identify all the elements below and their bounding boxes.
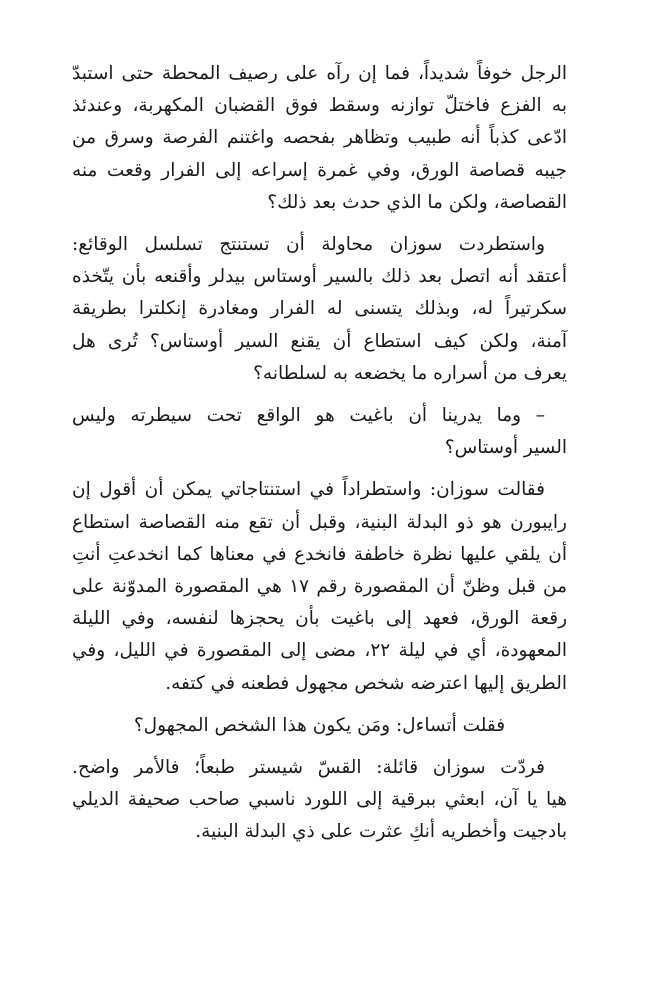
paragraph-6 <box>72 752 567 849</box>
paragraph-1 <box>72 58 567 219</box>
text-line: – وما يدرينا أن باغيت هو الواقع تحت سيطرته وليس <box>72 405 545 427</box>
text-line: آمنة، ولكن كيف استطاع أن يقنع السير أوستاس؟ تُرى هل <box>72 330 567 352</box>
text-line: يعرف من أسراره ما يخضعه به لسلطانه؟ <box>253 362 567 384</box>
text-line: رايبورن هو ذو البدلة البنية، وقبل أن تقع منه القصاصة استطاع <box>72 511 567 533</box>
text-line: الطريق إليها اعترضه شخص مجهول فطعنه في كتفه. <box>165 672 567 694</box>
text-line: جيبه قصاصة الورق، وفي غمرة إسراعه إلى الفرار وقعت منه <box>72 159 567 181</box>
text-line: رقعة الورق، فعهد إلى باغيت بأن يحجزها لنفسه، وفي الليلة <box>72 608 567 630</box>
text-line: بادجيت وأخطريه أنكِ عثرت على ذي البدلة البنية. <box>195 821 567 843</box>
paragraph-3 <box>72 400 567 464</box>
text-line: القصاصة، ولكن ما الذي حدث بعد ذلك؟ <box>267 191 567 213</box>
text-line: هيا يا آن، ابعثي ببرقية إلى اللورد ناسبي صاحب صحيفة الديلي <box>72 789 567 811</box>
text-line: الرجل خوفاً شديداً، فما إن رآه على رصيف المحطة حتى استبدّ <box>72 63 567 84</box>
text-line: من قبل وظنّ أن المقصورة رقم ١٧ هي المقصورة المدوّنة على <box>72 576 567 598</box>
text-line: فقلت أتساءل: ومَن يكون هذا الشخص المجهول؟ <box>133 714 506 736</box>
text-line: به الفزع فاختلّ توازنه وسقط فوق القضبان المكهربة، وعندئذ <box>72 95 567 117</box>
paragraph-5 <box>72 710 567 742</box>
text-line: واستطردت سوزان محاولة أن تستنتج تسلسل الوقائع: <box>72 234 545 256</box>
text-line: المعهودة، أي في ليلة ٢٢، مضى إلى المقصورة في الليل، وفي <box>72 640 567 662</box>
text-line: السير أوستاس؟ <box>444 437 567 459</box>
text-line: فقالت سوزان: واستطراداً في استنتاجاتي يمكن أن أقول إن <box>72 479 545 501</box>
text-line: فردّت سوزان قائلة: القسّ شيستر طبعاً؛ فالأمر واضح. <box>72 757 545 779</box>
text-line: سكرتيراً له، وبذلك يتسنى له الفرار ومغادرة إنكلترا بطريقة <box>72 298 567 320</box>
text-line: ادّعى كذباً أنه طبيب وتظاهر بفحصه واغتنم الفرصة وسرق من <box>72 127 567 149</box>
paragraph-2 <box>72 229 567 390</box>
paragraph-4 <box>72 474 567 699</box>
text-line: أعتقد أنه اتصل بعد ذلك بالسير أوستاس بيدلر وأقنعه بأن يتّخذه <box>72 266 567 288</box>
text-line: أن يلقي عليها نظرة خاطفة فانخدع في معناها كما انخدعتِ أنتِ <box>72 543 567 565</box>
